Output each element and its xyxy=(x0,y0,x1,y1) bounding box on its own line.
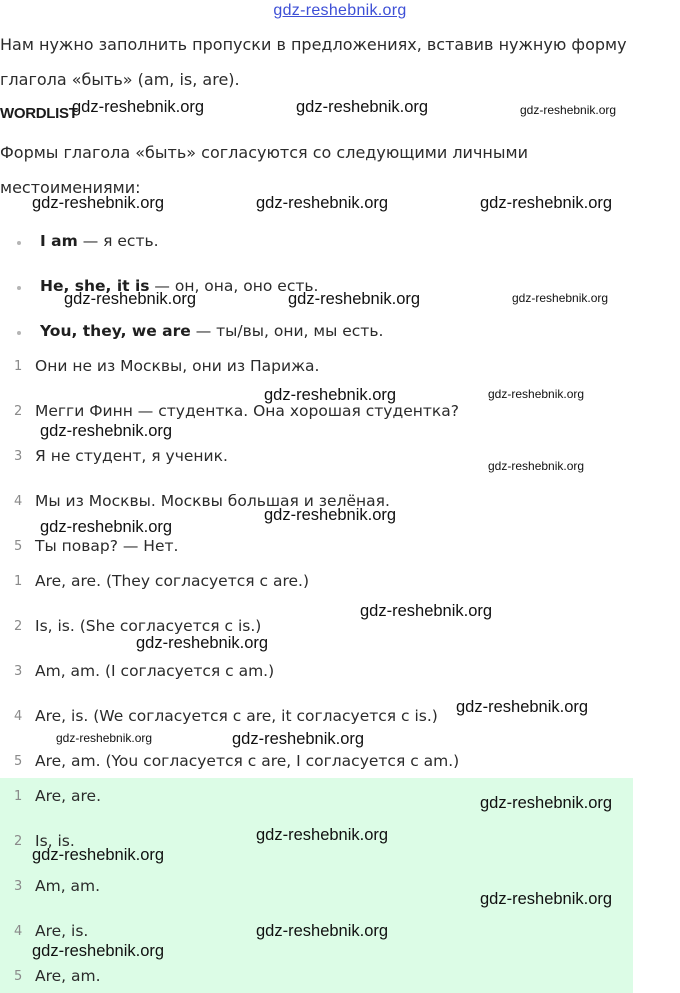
bullet-bold: He, she, it is xyxy=(40,277,150,295)
translation-item: Мы из Москвы. Москвы большая и зелёная. xyxy=(35,492,390,510)
intro-line-2: глагола «быть» (am, is, are). xyxy=(0,70,240,89)
watermark: gdz-reshebnik.org xyxy=(264,386,397,404)
watermark: gdz-reshebnik.org xyxy=(32,942,165,960)
bullet-dot-icon xyxy=(17,331,21,335)
item-number: 5 xyxy=(14,969,23,984)
item-number: 1 xyxy=(14,359,23,374)
watermark: gdz-reshebnik.org xyxy=(256,922,389,940)
answer-item: Are, am. xyxy=(35,967,101,985)
list-item xyxy=(40,322,383,340)
item-number: 5 xyxy=(14,539,23,554)
intro-line-1: Нам нужно заполнить пропуски в предложениях, вставив нужную форму xyxy=(0,35,627,54)
watermark: gdz-reshebnik.org xyxy=(136,634,269,652)
watermark: gdz-reshebnik.org xyxy=(520,103,617,117)
answer-item: Am, am. xyxy=(35,877,101,895)
watermark: gdz-reshebnik.org xyxy=(480,890,613,908)
watermark: gdz-reshebnik.org xyxy=(264,506,397,524)
explanation-item: Are, are. (They согласуется с are.) xyxy=(35,572,309,590)
watermark: gdz-reshebnik.org xyxy=(40,422,173,440)
forms-intro-line-2: местоимениями: xyxy=(0,178,141,197)
item-number: 2 xyxy=(14,834,23,849)
watermark: gdz-reshebnik.org xyxy=(480,794,613,812)
watermark: gdz-reshebnik.org xyxy=(360,602,493,620)
explanation-item: Am, am. (I согласуется с am.) xyxy=(35,662,275,680)
header-watermark-link[interactable]: gdz-reshebnik.org xyxy=(273,2,407,19)
watermark: gdz-reshebnik.org xyxy=(488,459,585,473)
list-item xyxy=(40,232,159,250)
wordlist-heading: WORDLIST xyxy=(0,105,78,122)
watermark: gdz-reshebnik.org xyxy=(296,98,429,116)
item-number: 3 xyxy=(14,664,23,679)
translation-item: Я не студент, я ученик. xyxy=(35,447,228,465)
item-number: 4 xyxy=(14,494,23,509)
watermark: gdz-reshebnik.org xyxy=(456,698,589,716)
item-number: 2 xyxy=(14,619,23,634)
explanation-item: Are, is. (We согласуется с are, it согласуется с is.) xyxy=(35,707,438,725)
bullet-bold: I am xyxy=(40,232,78,250)
bullet-bold: You, they, we are xyxy=(40,322,191,340)
item-number: 4 xyxy=(14,924,23,939)
watermark: gdz-reshebnik.org xyxy=(232,730,365,748)
bullet-dot-icon xyxy=(17,241,21,245)
translation-item: Мегги Финн — студентка. Она хорошая студентка? xyxy=(35,402,459,420)
watermark: gdz-reshebnik.org xyxy=(288,290,421,308)
translation-item: Ты повар? — Нет. xyxy=(35,537,179,555)
item-number: 3 xyxy=(14,879,23,894)
bullet-rest: — я есть. xyxy=(77,232,159,250)
watermark: gdz-reshebnik.org xyxy=(256,826,389,844)
bullet-dot-icon xyxy=(17,286,21,290)
translation-item: Они не из Москвы, они из Парижа. xyxy=(35,357,320,375)
item-number: 1 xyxy=(14,789,23,804)
watermark: gdz-reshebnik.org xyxy=(40,518,173,536)
watermark: gdz-reshebnik.org xyxy=(256,194,389,212)
answer-item: Are, is. xyxy=(35,922,89,940)
item-number: 4 xyxy=(14,709,23,724)
watermark: gdz-reshebnik.org xyxy=(32,846,165,864)
watermark: gdz-reshebnik.org xyxy=(72,98,205,116)
watermark: gdz-reshebnik.org xyxy=(488,387,585,401)
explanation-item: Is, is. (She согласуется с is.) xyxy=(35,617,262,635)
item-number: 1 xyxy=(14,574,23,589)
item-number: 2 xyxy=(14,404,23,419)
item-number: 5 xyxy=(14,754,23,769)
forms-intro-line-1: Формы глагола «быть» согласуются со следующими личными xyxy=(0,143,528,162)
watermark: gdz-reshebnik.org xyxy=(512,291,609,305)
bullet-rest: — ты/вы, они, мы есть. xyxy=(190,322,384,340)
watermark: gdz-reshebnik.org xyxy=(64,290,197,308)
bullet-rest: — он, она, оно есть. xyxy=(149,277,319,295)
watermark: gdz-reshebnik.org xyxy=(56,731,153,745)
explanation-item: Are, am. (You согласуется с are, I согласуется с am.) xyxy=(35,752,460,770)
watermark: gdz-reshebnik.org xyxy=(32,194,165,212)
watermark: gdz-reshebnik.org xyxy=(480,194,613,212)
answer-item: Are, are. xyxy=(35,787,102,805)
answer-item: Is, is. xyxy=(35,832,75,850)
item-number: 3 xyxy=(14,449,23,464)
